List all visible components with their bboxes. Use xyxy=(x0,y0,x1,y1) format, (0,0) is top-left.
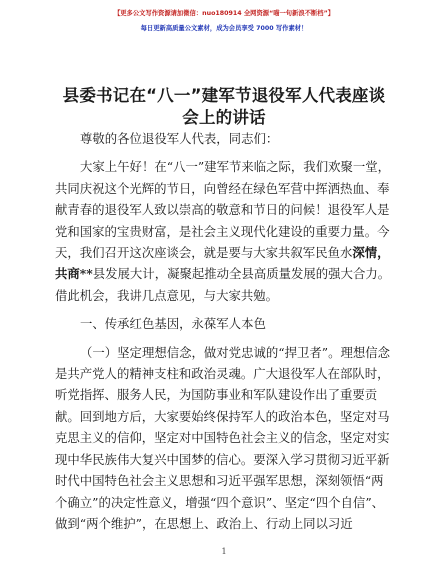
page-number: 1 xyxy=(221,547,227,556)
opening-text-continued: 县发展大计，凝聚起推动全县高质量发展的强大合力。借此机会，我讲几点意见，与大家共勉。 xyxy=(55,266,391,303)
bold-phrase: 深情，共商** xyxy=(55,245,390,282)
section-heading-1: 一、传承红色基因，永葆军人本色 xyxy=(80,316,266,332)
document-body xyxy=(55,128,395,534)
promo-banner-line1: 【更多公文写作资源请加微信：nuo180914 全网资源“喵一句新浪不断档”】 xyxy=(113,10,335,17)
promo-banner-line2: 每日更新高质量公文素材，成为会员享受 7000 写作素材！ xyxy=(140,25,308,32)
title-line2: 会上的讲话 xyxy=(182,108,266,127)
salutation: 尊敬的各位退役军人代表，同志们： xyxy=(80,131,279,146)
opening-text: 大家上午好！在“八一”建军节来临之际，我们欢聚一堂，共同庆祝这个光辉的节日，向曾经在绿色军营中挥洒热血、奉献青春的退役军人致以崇高的敬意和节日的问候！退役军人是党和国家的宝贵财富，是社会主义现代化建设的重要力量。今天，我们召开这次座谈会，就是要与大家共叙军民鱼水 xyxy=(55,159,391,261)
document-title xyxy=(40,85,408,129)
paragraph-ideals: （一）坚定理想信念，做对党忠诚的“捍卫者”。理想信念是共产党人的精神支柱和政治灵魂。广大退役军人在部队时，听党指挥、服务人民，为国防事业和军队建设作出了重要贡献。回到地方后，大家要始终保持军人的政治本色，坚定对马克思主义的信仰，坚定对中国特色社会主义的信念，坚定对实现中华民族伟大复兴中国梦的信心。要深入学习贯彻习近平新时代中国特色社会主义思想和习近平强军思想，深刻领悟“两个确立”的决定性意义，增强“四个意识”、坚定“四个自信”、做到“两个维护”，在思想上、政治上、行动上同以习近 xyxy=(55,344,391,531)
paragraph-opening xyxy=(55,156,395,306)
title-line1: 县委书记在“八一”建军节退役军人代表座谈 xyxy=(62,86,386,105)
